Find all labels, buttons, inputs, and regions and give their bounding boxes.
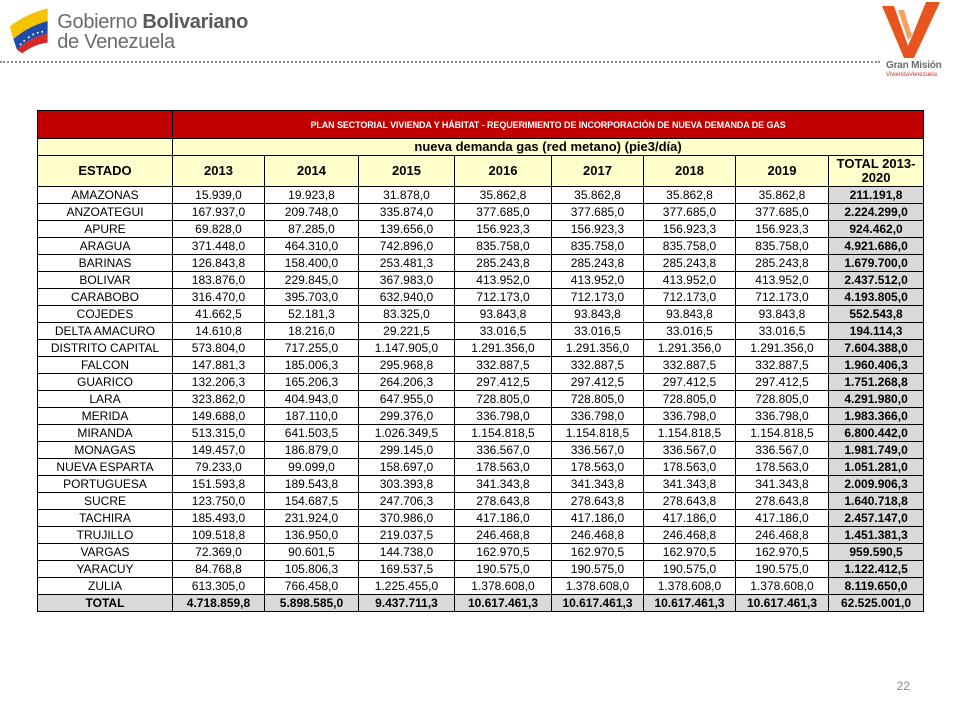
state-name: BARINAS bbox=[38, 255, 173, 272]
year-value: 717.255,0 bbox=[265, 340, 359, 357]
row-total-value: 8.119.650,0 bbox=[829, 578, 924, 595]
table-row bbox=[38, 289, 924, 306]
year-value: 93.843,8 bbox=[455, 306, 552, 323]
year-value: 253.481,3 bbox=[359, 255, 455, 272]
year-value: 297.412,5 bbox=[455, 374, 552, 391]
government-logo bbox=[8, 4, 248, 60]
table-title-row bbox=[38, 111, 924, 139]
year-value: 712.173,0 bbox=[552, 289, 644, 306]
year-value: 33.016,5 bbox=[552, 323, 644, 340]
state-name: FALCON bbox=[38, 357, 173, 374]
title-corner-cell bbox=[38, 111, 173, 139]
year-value: 377.685,0 bbox=[736, 204, 829, 221]
year-value: 189.543,8 bbox=[265, 476, 359, 493]
year-value: 299.145,0 bbox=[359, 442, 455, 459]
year-value: 183.876,0 bbox=[173, 272, 265, 289]
table-row bbox=[38, 510, 924, 527]
table-row bbox=[38, 221, 924, 238]
year-value: 728.805,0 bbox=[736, 391, 829, 408]
year-value: 35.862,8 bbox=[736, 187, 829, 204]
year-value: 513.315,0 bbox=[173, 425, 265, 442]
table-row bbox=[38, 187, 924, 204]
year-value: 835.758,0 bbox=[644, 238, 736, 255]
year-value: 632.940,0 bbox=[359, 289, 455, 306]
year-value: 69.828,0 bbox=[173, 221, 265, 238]
year-value: 123.750,0 bbox=[173, 493, 265, 510]
year-value: 99.099,0 bbox=[265, 459, 359, 476]
year-value: 156.923,3 bbox=[455, 221, 552, 238]
year-value: 417.186,0 bbox=[736, 510, 829, 527]
column-header: 2019 bbox=[736, 156, 829, 187]
year-value: 1.378.608,0 bbox=[644, 578, 736, 595]
year-value: 93.843,8 bbox=[736, 306, 829, 323]
year-value: 149.688,0 bbox=[173, 408, 265, 425]
row-total-value: 4.291.980,0 bbox=[829, 391, 924, 408]
year-value: 144.738,0 bbox=[359, 544, 455, 561]
year-value: 139.656,0 bbox=[359, 221, 455, 238]
year-value: 278.643,8 bbox=[455, 493, 552, 510]
year-value: 158.697,0 bbox=[359, 459, 455, 476]
year-value: 285.243,8 bbox=[644, 255, 736, 272]
year-value: 83.325,0 bbox=[359, 306, 455, 323]
year-value: 1.154.818,5 bbox=[736, 425, 829, 442]
year-value: 417.186,0 bbox=[552, 510, 644, 527]
year-value: 229.845,0 bbox=[265, 272, 359, 289]
year-value: 335.874,0 bbox=[359, 204, 455, 221]
state-name: COJEDES bbox=[38, 306, 173, 323]
year-value: 158.400,0 bbox=[265, 255, 359, 272]
table-title: PLAN SECTORIAL VIVIENDA Y HÁBITAT - REQUERIMIENTO DE INCORPORACIÓN DE NUEVA DEMANDA DE GAS bbox=[173, 111, 924, 139]
year-value: 136.950,0 bbox=[265, 527, 359, 544]
row-total-value: 1.960.406,3 bbox=[829, 357, 924, 374]
state-name: YARACUY bbox=[38, 561, 173, 578]
column-header: ESTADO bbox=[38, 156, 173, 187]
table-row bbox=[38, 340, 924, 357]
year-value: 1.026.349,5 bbox=[359, 425, 455, 442]
gran-mision-subtitle: ViviendaVenezuela bbox=[886, 72, 937, 78]
year-value: 162.970,5 bbox=[455, 544, 552, 561]
year-value: 18.216,0 bbox=[265, 323, 359, 340]
year-value: 185.006,3 bbox=[265, 357, 359, 374]
year-value: 413.952,0 bbox=[552, 272, 644, 289]
state-name: CARABOBO bbox=[38, 289, 173, 306]
year-value: 299.376,0 bbox=[359, 408, 455, 425]
row-total-value: 959.590,5 bbox=[829, 544, 924, 561]
year-value: 278.643,8 bbox=[736, 493, 829, 510]
year-value: 303.393,8 bbox=[359, 476, 455, 493]
year-value: 264.206,3 bbox=[359, 374, 455, 391]
year-value: 1.378.608,0 bbox=[552, 578, 644, 595]
row-total-value: 2.009.906,3 bbox=[829, 476, 924, 493]
gas-demand-table bbox=[37, 110, 924, 612]
year-value: 154.687,5 bbox=[265, 493, 359, 510]
year-value: 404.943,0 bbox=[265, 391, 359, 408]
year-value: 84.768,8 bbox=[173, 561, 265, 578]
year-value: 247.706,3 bbox=[359, 493, 455, 510]
header-divider bbox=[0, 61, 880, 63]
state-name: ARAGUA bbox=[38, 238, 173, 255]
v-logo-icon bbox=[880, 0, 942, 60]
year-value: 29.221,5 bbox=[359, 323, 455, 340]
year-value: 285.243,8 bbox=[552, 255, 644, 272]
year-value: 464.310,0 bbox=[265, 238, 359, 255]
year-value: 246.468,8 bbox=[736, 527, 829, 544]
year-value: 295.968,8 bbox=[359, 357, 455, 374]
row-total-value: 1.679.700,0 bbox=[829, 255, 924, 272]
year-value: 336.567,0 bbox=[736, 442, 829, 459]
year-value: 835.758,0 bbox=[736, 238, 829, 255]
table-row bbox=[38, 272, 924, 289]
state-name: LARA bbox=[38, 391, 173, 408]
year-value: 332.887,5 bbox=[552, 357, 644, 374]
year-value: 712.173,0 bbox=[644, 289, 736, 306]
year-value: 377.685,0 bbox=[455, 204, 552, 221]
year-value: 178.563,0 bbox=[644, 459, 736, 476]
year-value: 72.369,0 bbox=[173, 544, 265, 561]
row-total-value: 2.457.147,0 bbox=[829, 510, 924, 527]
year-value: 336.567,0 bbox=[552, 442, 644, 459]
table-row bbox=[38, 374, 924, 391]
year-value: 178.563,0 bbox=[736, 459, 829, 476]
year-value: 33.016,5 bbox=[736, 323, 829, 340]
year-value: 1.154.818,5 bbox=[552, 425, 644, 442]
year-value: 156.923,3 bbox=[736, 221, 829, 238]
table-row bbox=[38, 527, 924, 544]
year-value: 332.887,5 bbox=[644, 357, 736, 374]
state-name: ZULIA bbox=[38, 578, 173, 595]
year-value: 15.939,0 bbox=[173, 187, 265, 204]
row-total-value: 1.983.366,0 bbox=[829, 408, 924, 425]
year-total-value: 10.617.461,3 bbox=[552, 595, 644, 612]
year-value: 35.862,8 bbox=[552, 187, 644, 204]
table-row bbox=[38, 425, 924, 442]
table-subtitle: nueva demanda gas (red metano) (pie3/día) bbox=[173, 139, 924, 156]
state-name: TRUJILLO bbox=[38, 527, 173, 544]
state-name: NUEVA ESPARTA bbox=[38, 459, 173, 476]
total-row bbox=[38, 595, 924, 612]
year-value: 169.537,5 bbox=[359, 561, 455, 578]
state-name: TACHIRA bbox=[38, 510, 173, 527]
state-name: AMAZONAS bbox=[38, 187, 173, 204]
year-value: 190.575,0 bbox=[455, 561, 552, 578]
state-name: MIRANDA bbox=[38, 425, 173, 442]
state-name: SUCRE bbox=[38, 493, 173, 510]
year-value: 332.887,5 bbox=[736, 357, 829, 374]
column-header: 2013 bbox=[173, 156, 265, 187]
year-value: 336.798,0 bbox=[455, 408, 552, 425]
year-value: 156.923,3 bbox=[644, 221, 736, 238]
year-total-value: 10.617.461,3 bbox=[455, 595, 552, 612]
year-value: 93.843,8 bbox=[644, 306, 736, 323]
year-value: 126.843,8 bbox=[173, 255, 265, 272]
state-name: GUARICO bbox=[38, 374, 173, 391]
org-name-bold: Bolivariano bbox=[142, 11, 248, 33]
year-value: 79.233,0 bbox=[173, 459, 265, 476]
year-value: 728.805,0 bbox=[552, 391, 644, 408]
year-value: 87.285,0 bbox=[265, 221, 359, 238]
year-value: 336.798,0 bbox=[736, 408, 829, 425]
year-value: 647.955,0 bbox=[359, 391, 455, 408]
year-value: 367.983,0 bbox=[359, 272, 455, 289]
year-value: 1.378.608,0 bbox=[455, 578, 552, 595]
year-value: 14.610,8 bbox=[173, 323, 265, 340]
year-value: 1.291.356,0 bbox=[552, 340, 644, 357]
year-value: 190.575,0 bbox=[736, 561, 829, 578]
state-name: MERIDA bbox=[38, 408, 173, 425]
row-total-value: 194.114,3 bbox=[829, 323, 924, 340]
year-value: 641.503,5 bbox=[265, 425, 359, 442]
org-name-regular: Gobierno bbox=[57, 11, 143, 33]
year-value: 728.805,0 bbox=[644, 391, 736, 408]
table-row bbox=[38, 442, 924, 459]
year-value: 178.563,0 bbox=[552, 459, 644, 476]
year-value: 323.862,0 bbox=[173, 391, 265, 408]
grand-total-value: 62.525.001,0 bbox=[829, 595, 924, 612]
gran-mision-logo bbox=[872, 0, 952, 84]
year-value: 341.343,8 bbox=[455, 476, 552, 493]
year-value: 19.923,8 bbox=[265, 187, 359, 204]
year-value: 109.518,8 bbox=[173, 527, 265, 544]
year-value: 297.412,5 bbox=[644, 374, 736, 391]
year-value: 165.206,3 bbox=[265, 374, 359, 391]
column-header: 2014 bbox=[265, 156, 359, 187]
table-subtitle-row bbox=[38, 139, 924, 156]
total-label: TOTAL bbox=[38, 595, 173, 612]
year-value: 1.154.818,5 bbox=[644, 425, 736, 442]
government-name bbox=[57, 12, 248, 52]
year-value: 297.412,5 bbox=[552, 374, 644, 391]
year-value: 712.173,0 bbox=[455, 289, 552, 306]
year-value: 417.186,0 bbox=[644, 510, 736, 527]
year-value: 278.643,8 bbox=[552, 493, 644, 510]
year-value: 285.243,8 bbox=[455, 255, 552, 272]
year-value: 93.843,8 bbox=[552, 306, 644, 323]
year-value: 341.343,8 bbox=[552, 476, 644, 493]
year-value: 712.173,0 bbox=[736, 289, 829, 306]
page-number: 22 bbox=[896, 679, 910, 693]
year-value: 413.952,0 bbox=[455, 272, 552, 289]
year-value: 278.643,8 bbox=[644, 493, 736, 510]
table-row bbox=[38, 493, 924, 510]
year-value: 413.952,0 bbox=[736, 272, 829, 289]
year-total-value: 10.617.461,3 bbox=[736, 595, 829, 612]
year-total-value: 4.718.859,8 bbox=[173, 595, 265, 612]
table-header-row bbox=[38, 156, 924, 187]
table-row bbox=[38, 204, 924, 221]
year-value: 1.291.356,0 bbox=[736, 340, 829, 357]
table-row bbox=[38, 391, 924, 408]
org-name-line2: de Venezuela bbox=[57, 31, 175, 53]
year-value: 297.412,5 bbox=[736, 374, 829, 391]
state-name: ANZOATEGUI bbox=[38, 204, 173, 221]
row-total-value: 4.921.686,0 bbox=[829, 238, 924, 255]
table-row bbox=[38, 323, 924, 340]
column-header: 2018 bbox=[644, 156, 736, 187]
year-value: 231.924,0 bbox=[265, 510, 359, 527]
row-total-value: 552.543,8 bbox=[829, 306, 924, 323]
row-total-value: 1.640.718,8 bbox=[829, 493, 924, 510]
row-total-value: 4.193.805,0 bbox=[829, 289, 924, 306]
year-value: 52.181,3 bbox=[265, 306, 359, 323]
year-value: 336.798,0 bbox=[644, 408, 736, 425]
subtitle-corner-cell bbox=[38, 139, 173, 156]
state-name: APURE bbox=[38, 221, 173, 238]
year-total-value: 10.617.461,3 bbox=[644, 595, 736, 612]
column-header: 2015 bbox=[359, 156, 455, 187]
year-value: 766.458,0 bbox=[265, 578, 359, 595]
year-value: 190.575,0 bbox=[644, 561, 736, 578]
table-row bbox=[38, 459, 924, 476]
year-value: 162.970,5 bbox=[644, 544, 736, 561]
year-value: 1.147.905,0 bbox=[359, 340, 455, 357]
year-total-value: 9.437.711,3 bbox=[359, 595, 455, 612]
year-value: 371.448,0 bbox=[173, 238, 265, 255]
year-value: 147.881,3 bbox=[173, 357, 265, 374]
table-row bbox=[38, 255, 924, 272]
year-value: 835.758,0 bbox=[455, 238, 552, 255]
year-value: 35.862,8 bbox=[455, 187, 552, 204]
year-value: 190.575,0 bbox=[552, 561, 644, 578]
year-value: 742.896,0 bbox=[359, 238, 455, 255]
year-value: 573.804,0 bbox=[173, 340, 265, 357]
year-value: 835.758,0 bbox=[552, 238, 644, 255]
year-value: 178.563,0 bbox=[455, 459, 552, 476]
gran-mision-title: Gran Misión bbox=[886, 60, 942, 71]
year-value: 185.493,0 bbox=[173, 510, 265, 527]
year-value: 90.601,5 bbox=[265, 544, 359, 561]
table-row bbox=[38, 306, 924, 323]
year-value: 613.305,0 bbox=[173, 578, 265, 595]
row-total-value: 924.462,0 bbox=[829, 221, 924, 238]
row-total-value: 211.191,8 bbox=[829, 187, 924, 204]
year-value: 246.468,8 bbox=[455, 527, 552, 544]
year-value: 370.986,0 bbox=[359, 510, 455, 527]
row-total-value: 1.981.749,0 bbox=[829, 442, 924, 459]
year-value: 41.662,5 bbox=[173, 306, 265, 323]
year-value: 246.468,8 bbox=[644, 527, 736, 544]
year-value: 377.685,0 bbox=[552, 204, 644, 221]
column-header: 2017 bbox=[552, 156, 644, 187]
year-value: 167.937,0 bbox=[173, 204, 265, 221]
year-value: 413.952,0 bbox=[644, 272, 736, 289]
row-total-value: 1.051.281,0 bbox=[829, 459, 924, 476]
year-value: 332.887,5 bbox=[455, 357, 552, 374]
year-value: 341.343,8 bbox=[644, 476, 736, 493]
year-value: 209.748,0 bbox=[265, 204, 359, 221]
state-name: DISTRITO CAPITAL bbox=[38, 340, 173, 357]
year-value: 31.878,0 bbox=[359, 187, 455, 204]
table-row bbox=[38, 357, 924, 374]
year-value: 417.186,0 bbox=[455, 510, 552, 527]
table-row bbox=[38, 544, 924, 561]
year-value: 316.470,0 bbox=[173, 289, 265, 306]
year-value: 246.468,8 bbox=[552, 527, 644, 544]
venezuela-flag-icon bbox=[8, 4, 51, 56]
year-value: 336.798,0 bbox=[552, 408, 644, 425]
year-value: 187.110,0 bbox=[265, 408, 359, 425]
year-value: 1.225.455,0 bbox=[359, 578, 455, 595]
year-value: 336.567,0 bbox=[455, 442, 552, 459]
row-total-value: 1.451.381,3 bbox=[829, 527, 924, 544]
year-value: 156.923,3 bbox=[552, 221, 644, 238]
row-total-value: 2.437.512,0 bbox=[829, 272, 924, 289]
year-value: 151.593,8 bbox=[173, 476, 265, 493]
year-value: 105.806,3 bbox=[265, 561, 359, 578]
row-total-value: 1.751.268,8 bbox=[829, 374, 924, 391]
state-name: MONAGAS bbox=[38, 442, 173, 459]
table-row bbox=[38, 408, 924, 425]
year-value: 1.291.356,0 bbox=[455, 340, 552, 357]
year-value: 395.703,0 bbox=[265, 289, 359, 306]
year-value: 162.970,5 bbox=[552, 544, 644, 561]
year-value: 186.879,0 bbox=[265, 442, 359, 459]
row-total-value: 1.122.412,5 bbox=[829, 561, 924, 578]
state-name: VARGAS bbox=[38, 544, 173, 561]
state-name: PORTUGUESA bbox=[38, 476, 173, 493]
row-total-value: 2.224.299,0 bbox=[829, 204, 924, 221]
table-row bbox=[38, 578, 924, 595]
column-header: TOTAL 2013-2020 bbox=[829, 156, 924, 187]
table-row bbox=[38, 238, 924, 255]
row-total-value: 6.800.442,0 bbox=[829, 425, 924, 442]
year-value: 132.206,3 bbox=[173, 374, 265, 391]
year-value: 285.243,8 bbox=[736, 255, 829, 272]
column-header: 2016 bbox=[455, 156, 552, 187]
year-value: 149.457,0 bbox=[173, 442, 265, 459]
year-value: 219.037,5 bbox=[359, 527, 455, 544]
year-total-value: 5.898.585,0 bbox=[265, 595, 359, 612]
year-value: 33.016,5 bbox=[455, 323, 552, 340]
table-row bbox=[38, 476, 924, 493]
year-value: 1.154.818,5 bbox=[455, 425, 552, 442]
table-row bbox=[38, 561, 924, 578]
year-value: 1.378.608,0 bbox=[736, 578, 829, 595]
year-value: 341.343,8 bbox=[736, 476, 829, 493]
state-name: BOLIVAR bbox=[38, 272, 173, 289]
year-value: 35.862,8 bbox=[644, 187, 736, 204]
year-value: 377.685,0 bbox=[644, 204, 736, 221]
year-value: 1.291.356,0 bbox=[644, 340, 736, 357]
year-value: 33.016,5 bbox=[644, 323, 736, 340]
year-value: 728.805,0 bbox=[455, 391, 552, 408]
year-value: 336.567,0 bbox=[644, 442, 736, 459]
row-total-value: 7.604.388,0 bbox=[829, 340, 924, 357]
state-name: DELTA AMACURO bbox=[38, 323, 173, 340]
year-value: 162.970,5 bbox=[736, 544, 829, 561]
